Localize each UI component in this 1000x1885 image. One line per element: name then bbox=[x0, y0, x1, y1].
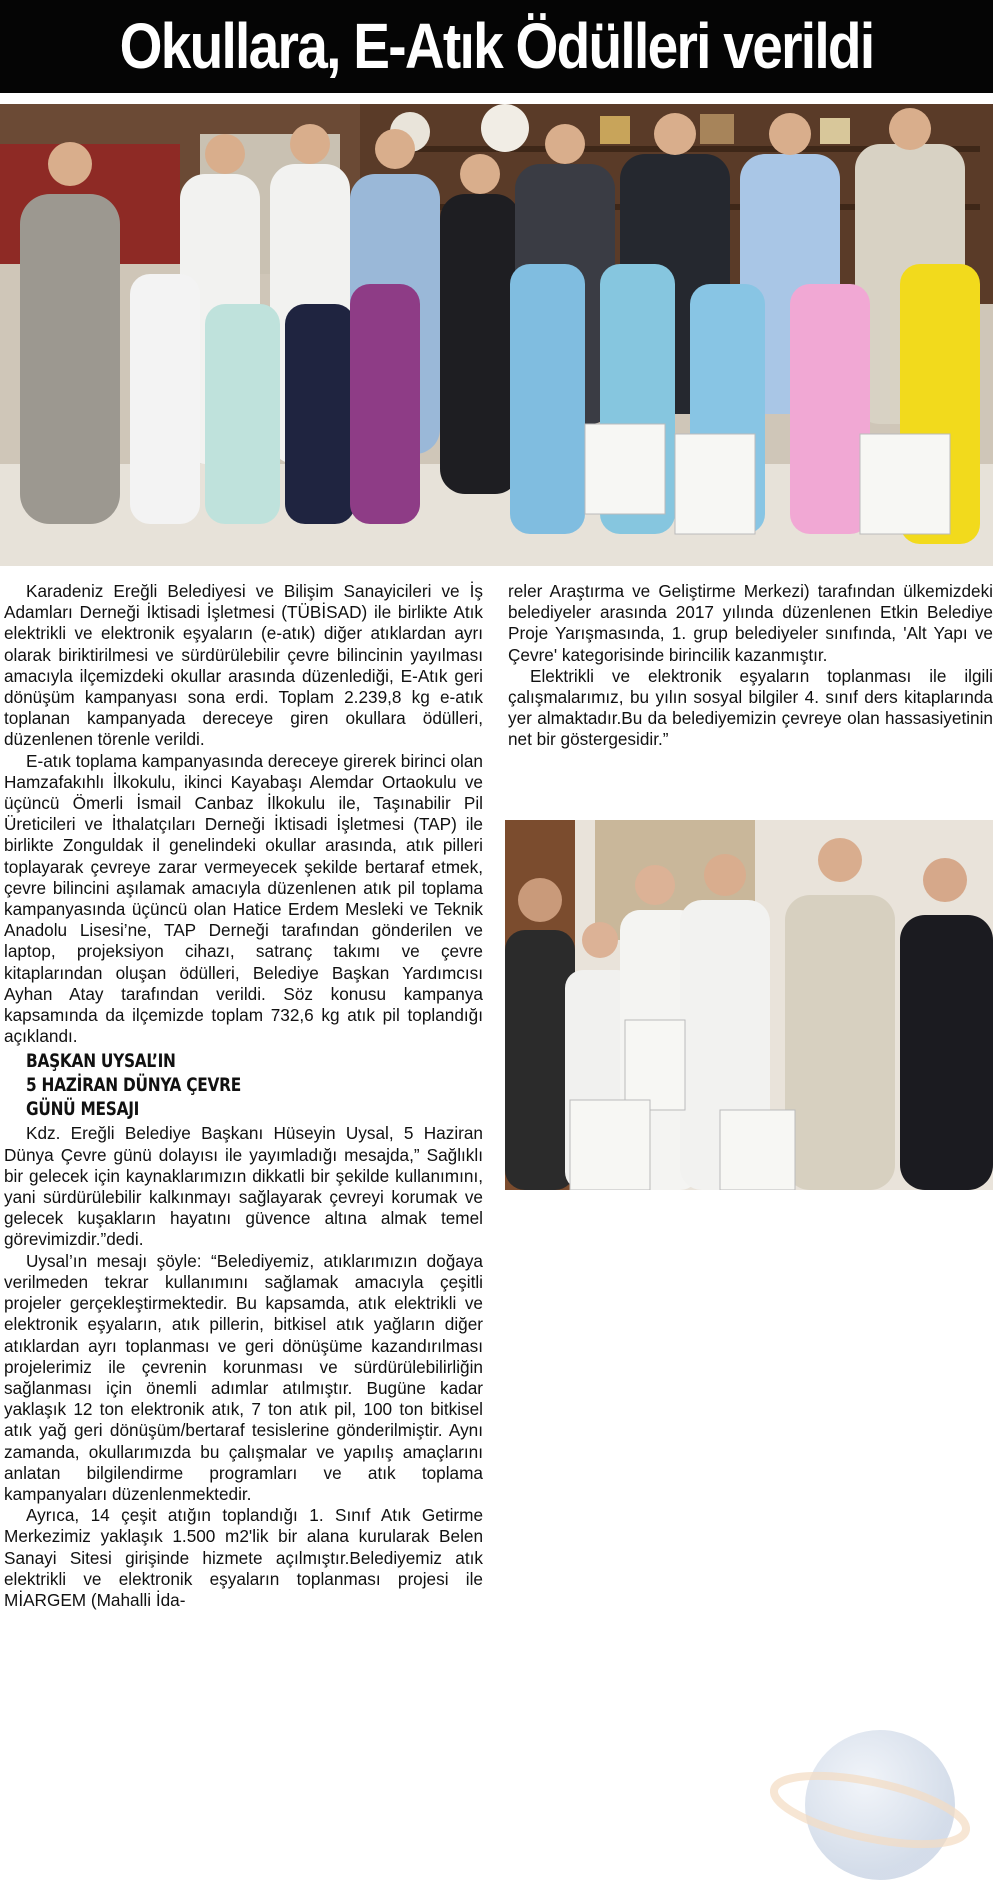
paragraph: Elektrikli ve elektronik eşyaların toplanması ile ilgili çalışmalarımız, bu yılın sosyal bilgiler 4. sınıf ders kitaplarında yer almaktadır.Bu da belediyemizin çevreye olan hassasiyetinin net bir göstergesidir.” bbox=[508, 665, 993, 750]
group-photo-illustration bbox=[0, 104, 993, 566]
award-photo bbox=[505, 820, 993, 1190]
group-photo bbox=[0, 104, 993, 566]
headline: Okullara, E-Atık Ödülleri verildi bbox=[119, 10, 874, 82]
subheading-line: BAŞKAN UYSAL’IN bbox=[26, 1050, 176, 1073]
subheading-line: GÜNÜ MESAJI bbox=[26, 1098, 140, 1121]
right-column bbox=[508, 581, 993, 751]
subheading bbox=[26, 1049, 437, 1121]
paragraph: Kdz. Ereğli Belediye Başkanı Hüseyin Uysal, 5 Haziran Dünya Çevre günü dolayısı ile yayımladığı mesajda,” Sağlıklı bir gelecek için kaynaklarımızın dikkatli bir şekilde kullanımını, yani sürdürülebilir kalkınmayı sağlayarak çevreyi korumak ve gelecek kuşakların hayatını güvence altına almak temel görevimizdir.”dedi. bbox=[4, 1123, 483, 1250]
globe-watermark-icon bbox=[770, 1715, 970, 1885]
award-photo-illustration bbox=[505, 820, 993, 1190]
paragraph: Uysal’ın mesajı şöyle: “Belediyemiz, atıklarımızın doğaya verilmeden tekrar kullanımını sağlamak amacıyla çeşitli projeler gerçekleştirmektedir. Bu kapsamda, atık elektrikli ve elektronik eşyaların, atık pillerin, bitkisel atık yağların diğer atıklardan ayrı toplanması ve geri dönüşüme kazandırılması projelerimiz ile çevrenin korunması ve sürdürülebilirliğin sağlanması için önemli adımlar atılmıştır. Bugüne kadar yaklaşık 12 ton elektronik atık, 7 ton atık pil, 100 ton bitkisel atık yağ geri dönüşüm/bertaraf tesislerine gönderilmiştir. Aynı zamanda, okullarımızda bu çalışmalar ve yapılış amaçlarını anlatan bilgilendirme programları ve atık toplama kampanyaları düzenlenmektedir. bbox=[4, 1250, 483, 1504]
paragraph: reler Araştırma ve Geliştirme Merkezi) tarafından ülkemizdeki belediyeler arasında 2017 yılında düzenlenen Etkin Belediye Proje Yarışmasında, 1. grup belediyeler sınıfında, 'Alt Yapı ve Çevre' kategorisinde birincilik kazanmıştır. bbox=[508, 581, 993, 665]
paragraph: Karadeniz Ereğli Belediyesi ve Bilişim Sanayicileri ve İş Adamları Derneği İktisadi İşletmesi (TÜBİSAD) ile birlikte Atık elektrikli ve elektronik eşyaların (e-atık) diğer atıklardan ayrı olarak biriktirilmesi ve sürdürülebilir çevre bilincinin yayılması amacıyla ilçemizdeki okullar arasında düzenlediği, E-Atık geri dönüşüm kampanyası sona erdi. Toplam 2.239,8 kg e-atık toplanan kampanyada dereceye giren okullara ödülleri, düzenlenen törenle verildi. bbox=[4, 581, 483, 750]
paragraph: Ayrıca, 14 çeşit atığın toplandığı 1. Sınıf Atık Getirme Merkezimiz yaklaşık 1.500 m2'lik bir alana kurularak Belen Sanayi Sitesi girişinde hizmete açılmıştır.Belediyemiz atık elektrikli ve elektronik eşyaların toplanması projesi ile MİARGEM (Mahalli İda- bbox=[4, 1505, 483, 1610]
left-column bbox=[4, 581, 483, 1611]
paragraph: E-atık toplama kampanyasında dereceye girerek birinci olan Hamzafakıhlı İlkokulu, ikinci Kayabaşı Alemdar Ortaokulu ve üçüncü Ömerli İsmail Canbaz İlkokulu ile, Taşınabilir Pil Üreticileri ve İthalatçıları Derneği İktisadi İşletmesi (TAP) ile birlikte Zonguldak il genelindeki okullar arasında, atık pilleri toplayarak çevreye zarar vermeyecek şekilde bertaraf etmek, çevre bilincini aşılamak amacıyla düzenlenen atık pil toplama kampanyasında üçüncü olan Hatice Erdem Mesleki ve Teknik Anadolu Lisesi’ne, TAP Derneği tarafından gönderilen ve laptop, projeksiyon cihazı, satranç takımı ve çevre kitaplarından oluşan ödülleri, Belediye Başkan Yardımcısı Ayhan Atay tarafından verildi. Söz konusu kampanya kapsamında da ilçemizde toplam 732,6 kg atık pil toplandığı açıklandı. bbox=[4, 750, 483, 1047]
subheading-line: 5 HAZİRAN DÜNYA ÇEVRE bbox=[26, 1074, 242, 1097]
